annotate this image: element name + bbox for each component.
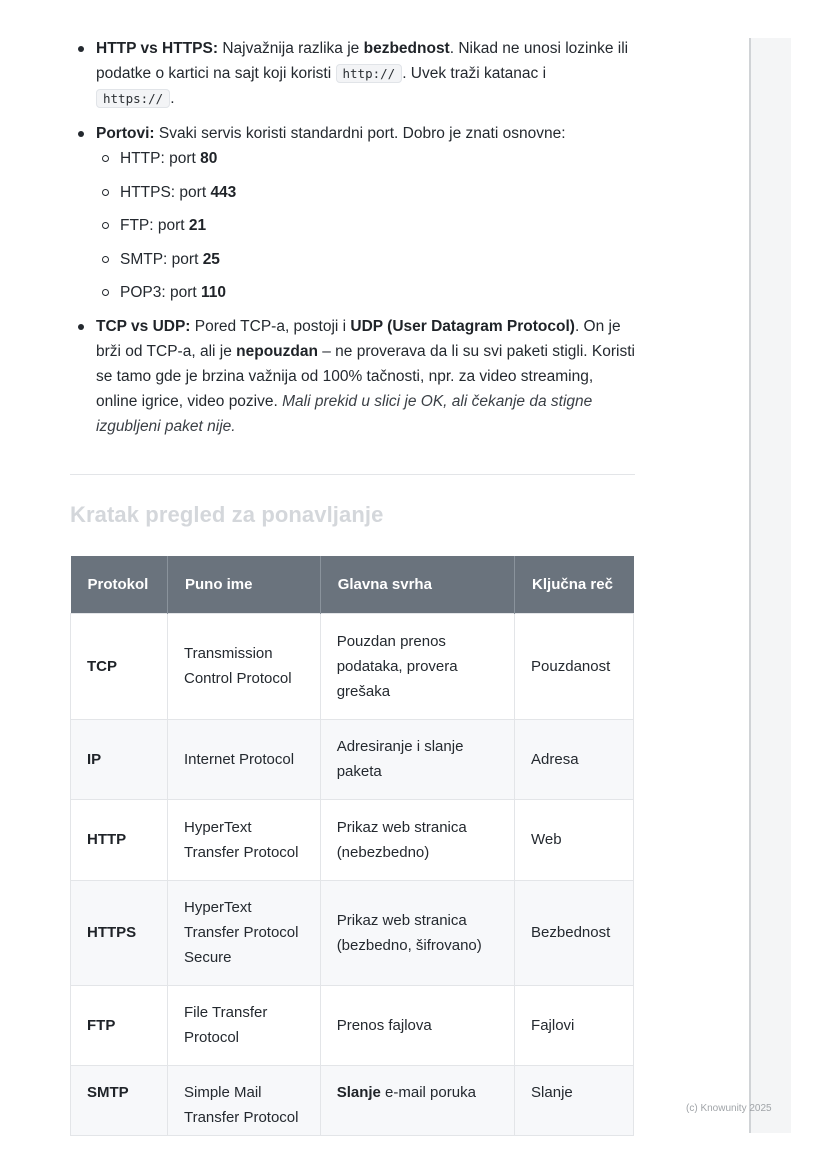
cell-purpose: Prikaz web stranica (bezbedno, šifrovano) — [320, 880, 514, 985]
inline-code-https: https:// — [96, 89, 170, 108]
ports-sublist — [96, 146, 635, 305]
purpose-text: e-mail poruka — [380, 1083, 476, 1101]
cell-purpose: Prenos fajlova — [320, 985, 514, 1065]
cell-full-name: HyperText Transfer Protocol Secure — [167, 880, 320, 985]
port-number: 110 — [200, 284, 226, 301]
port-number: 25 — [202, 250, 220, 268]
purpose-bold: Slanje — [336, 1083, 381, 1101]
notes-list — [70, 36, 635, 439]
cell-keyword: Web — [515, 799, 634, 880]
port-name: HTTPS: port — [120, 183, 211, 201]
cell-purpose: Adresiranje i slanje paketa — [320, 719, 514, 799]
port-number: 80 — [200, 150, 218, 167]
bullet-text: Pored TCP-a, postoji i — [190, 317, 351, 335]
port-number: 21 — [188, 217, 207, 234]
cell-protocol: SMTP — [71, 1065, 168, 1135]
cell-protocol: HTTPS — [71, 880, 168, 985]
bullet-text: . Uvek traži katanac i — [402, 65, 547, 82]
bullet-bold: bezbednost — [363, 40, 450, 57]
table-row — [71, 799, 634, 880]
port-item — [96, 280, 635, 305]
cell-purpose: Prikaz web stranica (nebezbedno) — [320, 799, 514, 880]
inline-code-http: http:// — [336, 64, 403, 83]
section-divider — [70, 474, 635, 475]
bullet-text: . On je brži od TCP-a, ali je — [96, 317, 621, 360]
port-name: HTTP: port — [120, 150, 201, 167]
table-row — [71, 985, 634, 1065]
copyright-text: (c) Knowunity 2025 — [686, 1103, 772, 1114]
table-row — [71, 1065, 634, 1135]
cell-purpose — [320, 1065, 514, 1135]
bullet-text: – ne proverava da li su svi paketi stigli. Koristi se tamo gde je brzina važnija od 100% tačnosti, npr. za video streaming, online igrice, video pozive. — [96, 342, 635, 410]
cell-full-name: Transmission Control Protocol — [167, 613, 320, 719]
cell-keyword: Adresa — [515, 719, 634, 799]
bullet-label: TCP vs UDP: — [96, 317, 191, 335]
bullet-text: Svaki servis koristi standardni port. Dobro je znati osnovne: — [154, 125, 566, 142]
bullet-text: . Nikad ne unosi lozinke ili podatke o kartici na sajt koji koristi — [96, 40, 629, 82]
table-row — [71, 880, 634, 985]
bullet-italic: Mali prekid u slici je OK, ali čekanje da stigne izgubljeni paket nije. — [96, 392, 593, 435]
document-body — [70, 36, 635, 449]
col-header-purpose: Glavna svrha — [320, 556, 514, 613]
cell-full-name: Simple Mail Transfer Protocol — [167, 1065, 320, 1135]
section-title: Kratak pregled za ponavljanje — [70, 502, 384, 527]
port-name: FTP: port — [120, 217, 189, 234]
bullet-label: HTTP vs HTTPS: — [96, 40, 219, 57]
port-item — [96, 146, 635, 171]
port-name: POP3: port — [120, 284, 201, 301]
list-item-tcp-vs-udp — [70, 314, 635, 439]
table-row — [71, 719, 634, 799]
port-item — [96, 213, 635, 238]
bullet-text: Najvažnija razlika je — [218, 40, 364, 57]
port-number: 443 — [210, 183, 237, 201]
protocol-summary-table — [70, 556, 634, 1136]
table-header-row — [71, 556, 634, 613]
table-row — [71, 613, 634, 719]
port-item — [96, 247, 635, 272]
col-header-protocol: Protokol — [71, 556, 168, 613]
cell-keyword: Pouzdanost — [515, 613, 634, 719]
cell-keyword: Slanje — [515, 1065, 634, 1135]
cell-full-name: File Transfer Protocol — [167, 985, 320, 1065]
port-item — [96, 180, 635, 205]
cell-keyword: Fajlovi — [515, 985, 634, 1065]
list-item-http-vs-https — [70, 36, 635, 111]
list-item-ports — [70, 121, 635, 305]
page-side-margin — [749, 38, 791, 1133]
cell-keyword: Bezbednost — [515, 880, 634, 985]
port-name: SMTP: port — [120, 250, 203, 268]
bullet-bold: UDP (User Datagram Protocol) — [350, 317, 575, 335]
cell-full-name: Internet Protocol — [167, 719, 320, 799]
cell-protocol: TCP — [71, 613, 168, 719]
cell-protocol: HTTP — [71, 799, 168, 880]
bullet-text: . — [170, 90, 175, 107]
cell-protocol: IP — [71, 719, 168, 799]
cell-full-name: HyperText Transfer Protocol — [167, 799, 320, 880]
col-header-full-name: Puno ime — [167, 556, 320, 613]
bullet-bold: nepouzdan — [236, 342, 318, 360]
col-header-keyword: Ključna reč — [515, 556, 634, 613]
cell-protocol: FTP — [71, 985, 168, 1065]
cell-purpose: Pouzdan prenos podataka, provera grešaka — [320, 613, 514, 719]
bullet-label: Portovi: — [96, 125, 155, 142]
